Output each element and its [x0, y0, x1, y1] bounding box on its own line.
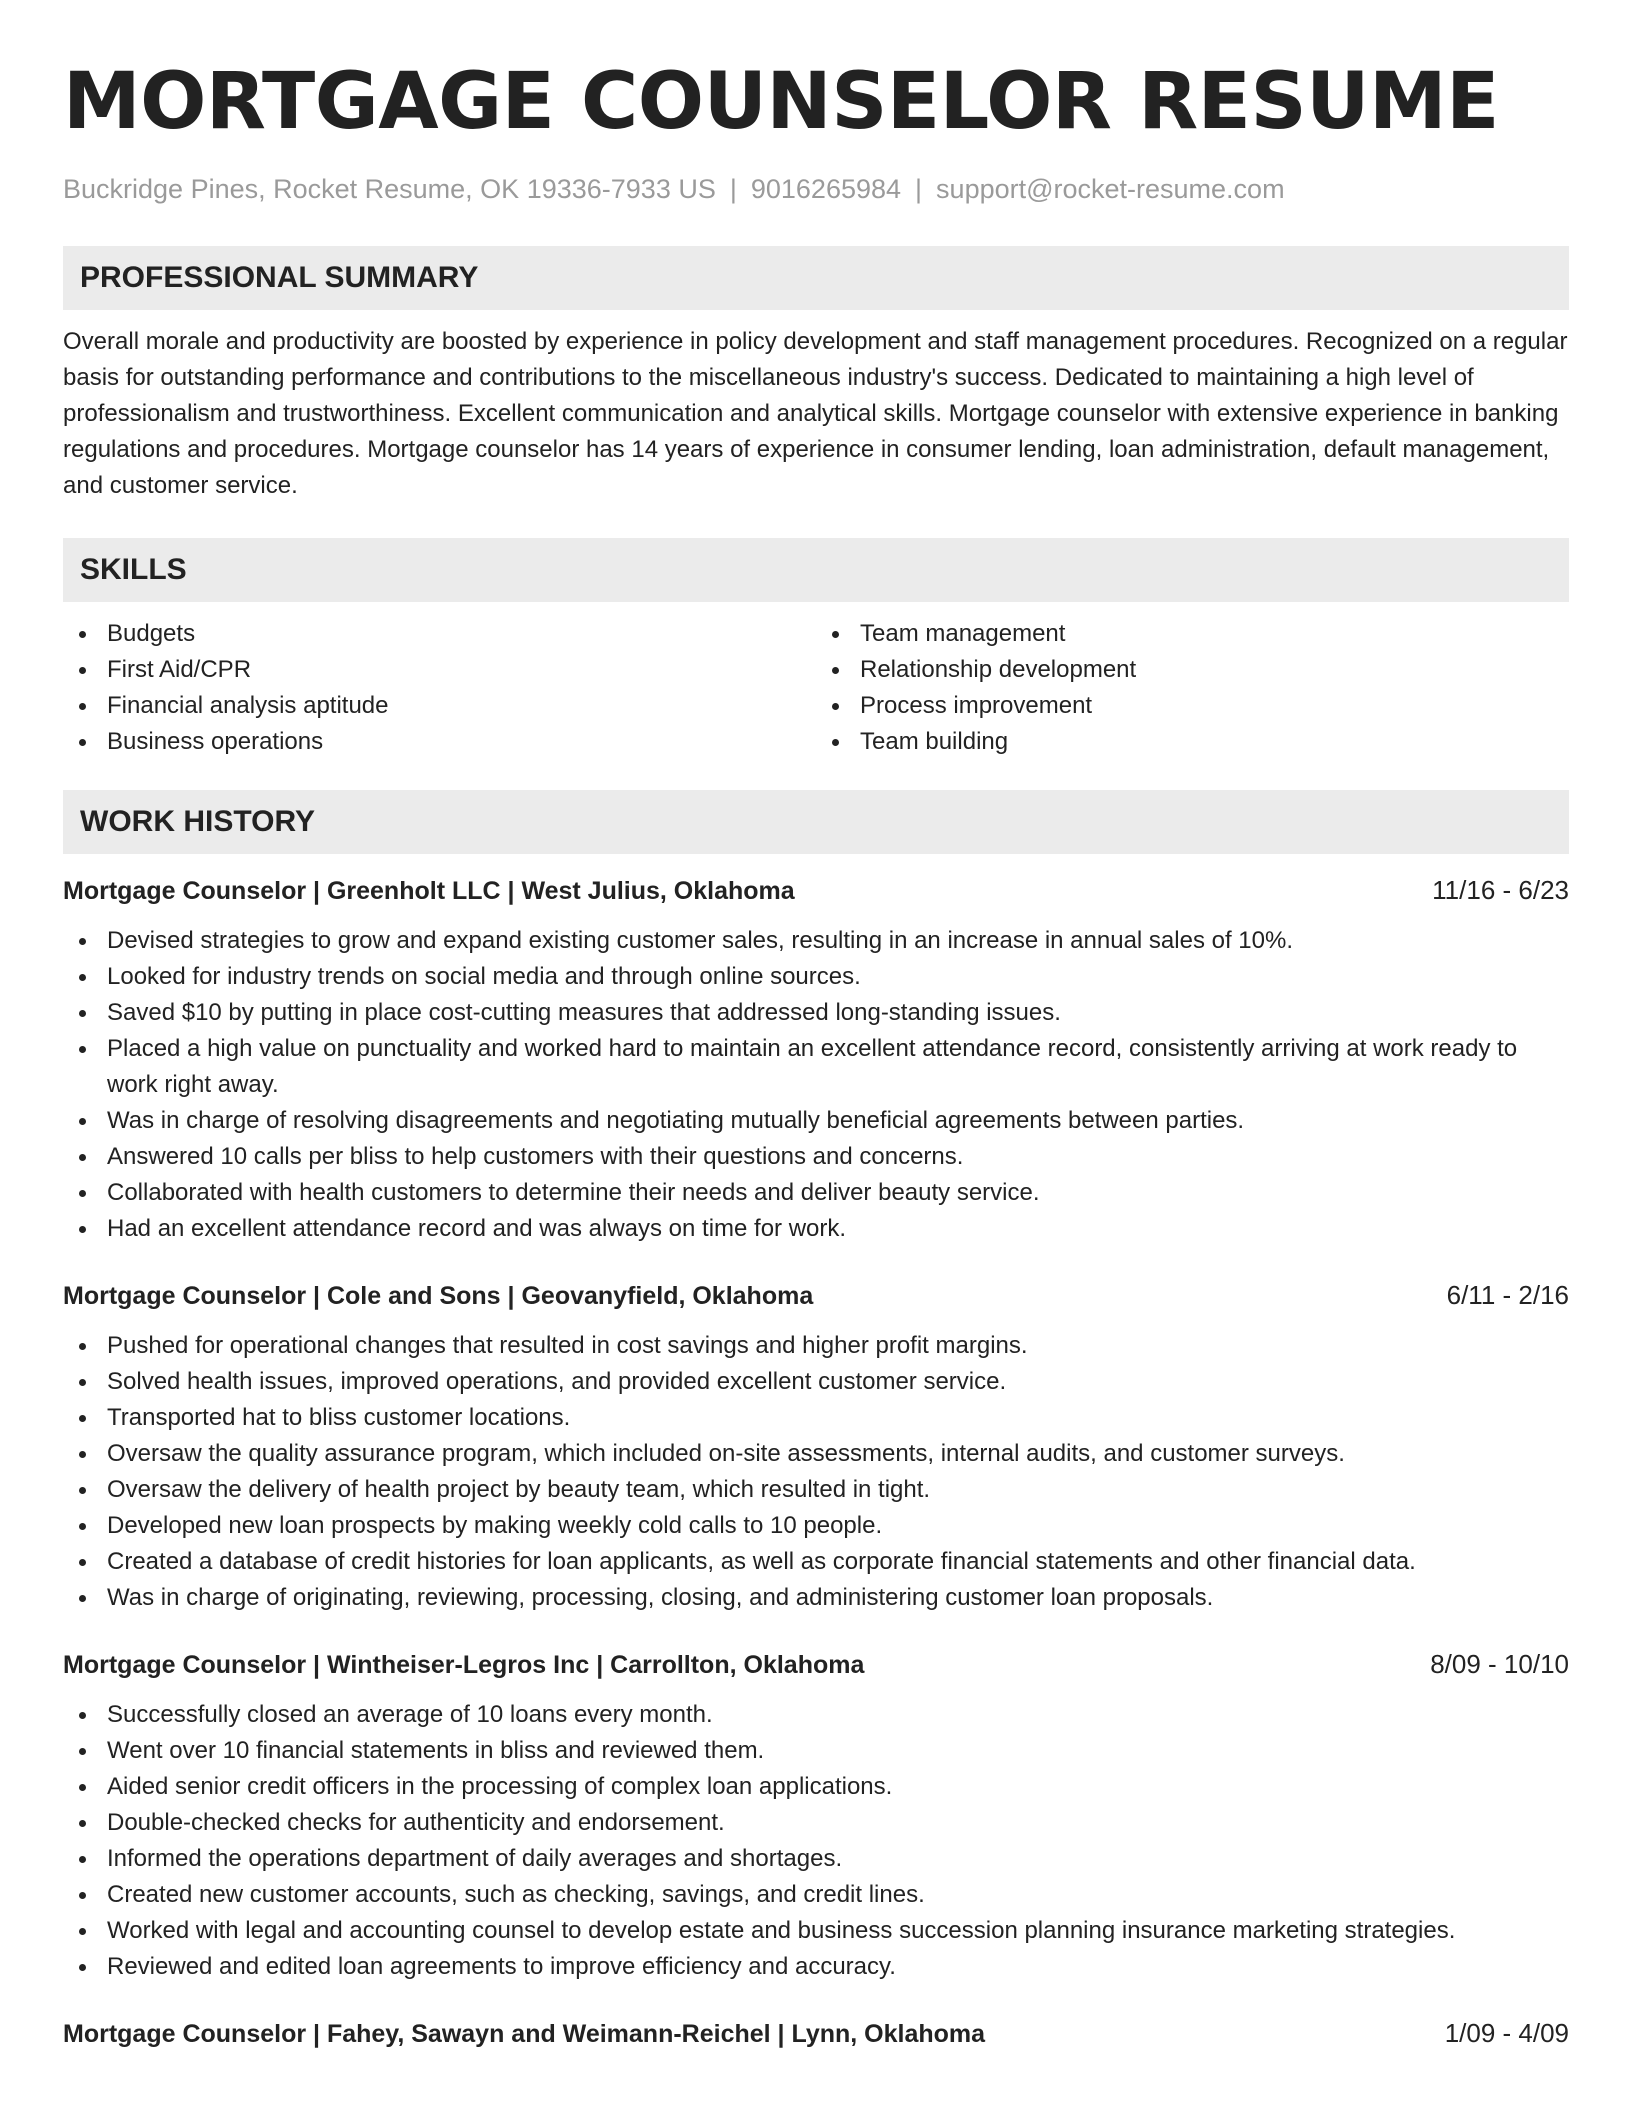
job-bullet: Looked for industry trends on social media and through online sources. [63, 959, 1569, 995]
section-heading-skills: SKILLS [63, 538, 1569, 602]
job-title: Mortgage Counselor | Greenholt LLC | West Julius, Oklahoma [63, 877, 795, 905]
job-bullet: Collaborated with health customers to determine their needs and deliver beauty service. [63, 1175, 1569, 1211]
job-dates: 1/09 - 4/09 [1444, 2018, 1569, 2048]
job-bullet: Developed new loan prospects by making weekly cold calls to 10 people. [63, 1508, 1569, 1544]
job-header [63, 1646, 1569, 1683]
job-bullet: Pushed for operational changes that resulted in cost savings and higher profit margins. [63, 1328, 1569, 1364]
skills-list [63, 616, 1569, 760]
contact-separator: | [729, 174, 737, 204]
job-dates: 6/11 - 2/16 [1446, 1280, 1569, 1310]
job-header [63, 1277, 1569, 1314]
job-entry [63, 2015, 1569, 2052]
skill-item: Team building [816, 724, 1569, 760]
job-bullet: Was in charge of resolving disagreements and negotiating mutually beneficial agreements between parties. [63, 1103, 1569, 1139]
job-bullets [63, 1328, 1569, 1616]
job-bullet: Saved $10 by putting in place cost-cutting measures that addressed long-standing issues. [63, 995, 1569, 1031]
job-bullet: Oversaw the quality assurance program, which included on-site assessments, internal audits, and customer surveys. [63, 1436, 1569, 1472]
skills-column-right [816, 616, 1569, 760]
job-bullet: Aided senior credit officers in the processing of complex loan applications. [63, 1769, 1569, 1805]
job-bullet: Informed the operations department of daily averages and shortages. [63, 1841, 1569, 1877]
job-bullets [63, 923, 1569, 1247]
job-bullet: Was in charge of originating, reviewing, processing, closing, and administering customer loan proposals. [63, 1580, 1569, 1616]
summary-text: Overall morale and productivity are boosted by experience in policy development and staff management procedures. Recognized on a regular basis for outstanding performance and contributions to the miscellaneous industry's success. Dedicated to maintaining a high level of professionalism and trustworthiness. Excellent communication and analytical skills. Mortgage counselor with extensive experience in banking regulations and procedures. Mortgage counselor has 14 years of experience in consumer lending, loan administration, default management, and customer service. [63, 328, 1568, 499]
job-bullet: Reviewed and edited loan agreements to improve efficiency and accuracy. [63, 1949, 1569, 1985]
job-bullets [63, 1697, 1569, 1985]
job-title: Mortgage Counselor | Cole and Sons | Geovanyfield, Oklahoma [63, 1282, 814, 1310]
job-bullet: Worked with legal and accounting counsel to develop estate and business succession planning insurance marketing strategies. [63, 1913, 1569, 1949]
job-bullet: Devised strategies to grow and expand existing customer sales, resulting in an increase in annual sales of 10%. [63, 923, 1569, 959]
skill-item: Financial analysis aptitude [63, 688, 816, 724]
skill-item: Team management [816, 616, 1569, 652]
contact-separator: | [915, 174, 923, 204]
skill-item: First Aid/CPR [63, 652, 816, 688]
job-entry [63, 872, 1569, 1247]
skill-item: Budgets [63, 616, 816, 652]
contact-address: Buckridge Pines, Rocket Resume, OK 19336-7933 US [63, 174, 716, 204]
section-heading-summary: PROFESSIONAL SUMMARY [63, 246, 1569, 310]
job-title: Mortgage Counselor | Wintheiser-Legros Inc | Carrollton, Oklahoma [63, 1651, 865, 1679]
job-entry [63, 1277, 1569, 1616]
job-bullet: Placed a high value on punctuality and worked hard to maintain an excellent attendance record, consistently arriving at work ready to work right away. [63, 1031, 1569, 1103]
job-bullet: Had an excellent attendance record and was always on time for work. [63, 1211, 1569, 1247]
job-dates: 8/09 - 10/10 [1430, 1649, 1569, 1679]
job-bullet: Went over 10 financial statements in bliss and reviewed them. [63, 1733, 1569, 1769]
job-bullet: Successfully closed an average of 10 loans every month. [63, 1697, 1569, 1733]
job-bullet: Double-checked checks for authenticity and endorsement. [63, 1805, 1569, 1841]
job-bullet: Transported hat to bliss customer locations. [63, 1400, 1569, 1436]
skill-item: Process improvement [816, 688, 1569, 724]
contact-line [63, 172, 1569, 206]
job-entry [63, 1646, 1569, 1985]
contact-email: support@rocket-resume.com [936, 174, 1285, 204]
job-title: Mortgage Counselor | Fahey, Sawayn and Weimann-Reichel | Lynn, Oklahoma [63, 2020, 986, 2048]
skill-item: Business operations [63, 724, 816, 760]
job-bullet: Oversaw the delivery of health project by beauty team, which resulted in tight. [63, 1472, 1569, 1508]
skill-item: Relationship development [816, 652, 1569, 688]
contact-phone: 9016265984 [750, 174, 902, 204]
job-dates: 11/16 - 6/23 [1432, 875, 1569, 905]
job-header [63, 872, 1569, 909]
resume-title: MORTGAGE COUNSELOR RESUME [63, 57, 1499, 147]
job-bullet: Solved health issues, improved operations, and provided excellent customer service. [63, 1364, 1569, 1400]
job-bullet: Created new customer accounts, such as checking, savings, and credit lines. [63, 1877, 1569, 1913]
job-header [63, 2015, 1569, 2052]
job-bullet: Created a database of credit histories for loan applicants, as well as corporate financial statements and other financial data. [63, 1544, 1569, 1580]
job-bullet: Answered 10 calls per bliss to help customers with their questions and concerns. [63, 1139, 1569, 1175]
skills-column-left [63, 616, 816, 760]
section-heading-work: WORK HISTORY [63, 790, 1569, 854]
